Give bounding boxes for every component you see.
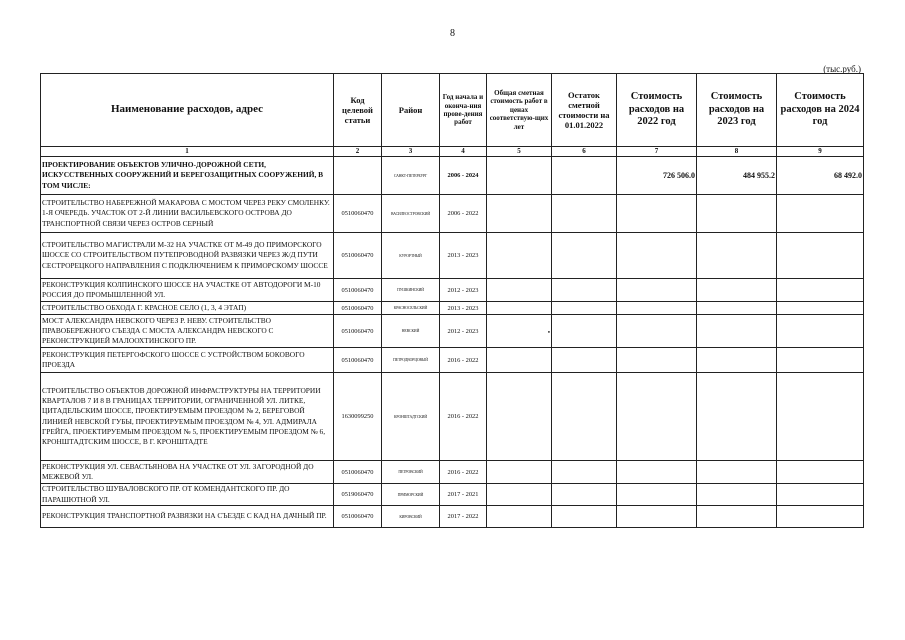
table-row	[41, 279, 864, 302]
row-cost-2023: 484 955.2	[697, 157, 777, 195]
unit-note: (тыс.руб.)	[823, 64, 861, 74]
row-cost-2022	[617, 279, 697, 302]
column-number: 7	[617, 147, 697, 157]
row-years: 2013 - 2023	[440, 233, 487, 279]
header-cost-2022: Стоимость расходов на 2022 год	[617, 74, 697, 147]
row-cost-2022	[617, 315, 697, 348]
stray-mark: •	[547, 329, 550, 336]
row-district: КУРОРТНЫЙ	[382, 233, 440, 279]
row-remaining-cost	[552, 157, 617, 195]
row-name: ПРОЕКТИРОВАНИЕ ОБЪЕКТОВ УЛИЧНО-ДОРОЖНОЙ СЕТИ, ИСКУССТВЕННЫХ СООРУЖЕНИЙ И БЕРЕГОЗАЩИТНЫХ СООРУЖЕНИЙ, В ТОМ ЧИСЛЕ:	[41, 157, 334, 195]
table-row	[41, 484, 864, 506]
column-number: 9	[777, 147, 864, 157]
row-code	[334, 157, 382, 195]
row-remaining-cost	[552, 302, 617, 315]
row-cost-2024	[777, 373, 864, 461]
row-remaining-cost	[552, 195, 617, 233]
row-cost-2024	[777, 195, 864, 233]
table-row	[41, 373, 864, 461]
column-number: 3	[382, 147, 440, 157]
row-name: СТРОИТЕЛЬСТВО НАБЕРЕЖНОЙ МАКАРОВА С МОСТОМ ЧЕРЕЗ РЕКУ СМОЛЕНКУ. 1-Я ОЧЕРЕДЬ. УЧАСТОК ОТ 2-Й ЛИНИИ ВАСИЛЬЕВСКОГО ОСТРОВА ДО ТРАНСПОРТНОЙ СВЯЗИ ЧЕРЕЗ ОСТРОВ СЕРНЫЙ	[41, 195, 334, 233]
row-name: РЕКОНСТРУКЦИЯ ПЕТЕРГОФСКОГО ШОССЕ С УСТРОЙСТВОМ БОКОВОГО ПРОЕЗДА	[41, 348, 334, 373]
table-row	[41, 348, 864, 373]
row-years: 2016 - 2022	[440, 461, 487, 484]
page-number: 8	[450, 28, 455, 39]
header-cost-2023: Стоимость расходов на 2023 год	[697, 74, 777, 147]
row-total-cost	[487, 302, 552, 315]
row-code: 0510060470	[334, 279, 382, 302]
row-cost-2022	[617, 506, 697, 528]
table-row	[41, 315, 864, 348]
row-cost-2023	[697, 461, 777, 484]
row-cost-2023	[697, 279, 777, 302]
budget-table	[40, 73, 864, 528]
row-cost-2022: 726 506.0	[617, 157, 697, 195]
row-years: 2013 - 2023	[440, 302, 487, 315]
header-district: Район	[382, 74, 440, 147]
row-remaining-cost	[552, 348, 617, 373]
column-number: 5	[487, 147, 552, 157]
row-name: СТРОИТЕЛЬСТВО ОБЪЕКТОВ ДОРОЖНОЙ ИНФРАСТРУКТУРЫ НА ТЕРРИТОРИИ КВАРТАЛОВ 7 И 8 В ГРАНИЦАХ ТЕРРИТОРИИ, ОГРАНИЧЕННОЙ УЛ. ЛИТКЕ, ЦИТАДЕЛЬСКИМ ШОССЕ, ПРОЕКТИРУЕМЫМ ПРОЕЗДОМ № 2, БЕРЕГОВОЙ ЛИНИЕЙ НЕВСКОЙ ГУБЫ, ПРОЕКТИРУЕМЫМ ПРОЕЗДОМ № 4, УЛ. АДМИРАЛА ГРЕЙГА, ПРОЕКТИРУЕМЫМ ПРОЕЗДОМ № 5, ПРОЕКТИРУЕМЫМ ПРОЕЗДОМ № 6, КРОНШТАДТСКИМ ШОССЕ, В Г. КРОНШТАДТЕ	[41, 373, 334, 461]
row-remaining-cost	[552, 484, 617, 506]
row-cost-2024	[777, 484, 864, 506]
header-cost-2024: Стоимость расходов на 2024 год	[777, 74, 864, 147]
row-cost-2022	[617, 348, 697, 373]
table-row	[41, 233, 864, 279]
row-cost-2022	[617, 195, 697, 233]
row-remaining-cost	[552, 315, 617, 348]
row-code: 0510060470	[334, 195, 382, 233]
row-district: САНКТ-ПЕТЕРБУРГ	[382, 157, 440, 195]
row-cost-2023	[697, 195, 777, 233]
row-code: 0510060470	[334, 233, 382, 279]
row-total-cost	[487, 484, 552, 506]
row-total-cost	[487, 195, 552, 233]
row-district: ПРИМОРСКИЙ	[382, 484, 440, 506]
header-years: Год начала и оконча-ния прове-дения работ	[440, 74, 487, 147]
table-row-summary	[41, 157, 864, 195]
row-total-cost	[487, 315, 552, 348]
row-code: 1630099250	[334, 373, 382, 461]
row-cost-2024	[777, 302, 864, 315]
row-total-cost	[487, 506, 552, 528]
row-district: КИРОВСКИЙ	[382, 506, 440, 528]
row-cost-2023	[697, 484, 777, 506]
header-remaining-cost: Остаток сметной стоимости на 01.01.2022	[552, 74, 617, 147]
row-cost-2024	[777, 506, 864, 528]
row-cost-2023	[697, 302, 777, 315]
row-district: ПУШКИНСКИЙ	[382, 279, 440, 302]
row-years: 2012 - 2023	[440, 315, 487, 348]
row-total-cost	[487, 233, 552, 279]
row-total-cost	[487, 279, 552, 302]
table-row	[41, 461, 864, 484]
row-code: 0510060470	[334, 302, 382, 315]
row-code: 0519060470	[334, 484, 382, 506]
row-cost-2024	[777, 461, 864, 484]
row-cost-2022	[617, 233, 697, 279]
row-name: СТРОИТЕЛЬСТВО МАГИСТРАЛИ М-32 НА УЧАСТКЕ ОТ М-49 ДО ПРИМОРСКОГО ШОССЕ СО СТРОИТЕЛЬСТВОМ ПУТЕПРОВОДНОЙ РАЗВЯЗКИ ЧЕРЕЗ Ж/Д ПУТИ СЕСТРОРЕЦКОГО НАПРАВЛЕНИЯ С ПОДКЛЮЧЕНИЕМ К ПРИМОРСКОМУ ШОССЕ	[41, 233, 334, 279]
header-total-cost: Общая сметная стоимость работ в ценах соответствую-щих лет	[487, 74, 552, 147]
row-district: ПЕТРОДВОРЦОВЫЙ	[382, 348, 440, 373]
row-cost-2023	[697, 233, 777, 279]
row-cost-2024	[777, 315, 864, 348]
column-number: 8	[697, 147, 777, 157]
row-cost-2023	[697, 373, 777, 461]
row-years: 2016 - 2022	[440, 348, 487, 373]
header-row	[41, 74, 864, 147]
column-number-row	[41, 147, 864, 157]
row-years: 2017 - 2021	[440, 484, 487, 506]
row-code: 0510060470	[334, 348, 382, 373]
header-name: Наименование расходов, адрес	[41, 74, 334, 147]
row-cost-2023	[697, 348, 777, 373]
column-number: 2	[334, 147, 382, 157]
row-remaining-cost	[552, 373, 617, 461]
row-cost-2022	[617, 461, 697, 484]
row-remaining-cost	[552, 461, 617, 484]
row-total-cost	[487, 461, 552, 484]
row-cost-2024	[777, 279, 864, 302]
row-remaining-cost	[552, 506, 617, 528]
row-code: 0510060470	[334, 461, 382, 484]
row-cost-2022	[617, 302, 697, 315]
row-cost-2024: 68 492.0	[777, 157, 864, 195]
row-years: 2012 - 2023	[440, 279, 487, 302]
row-district: КРАСНОСЕЛЬСКИЙ	[382, 302, 440, 315]
row-district: НЕВСКИЙ	[382, 315, 440, 348]
column-number: 6	[552, 147, 617, 157]
row-cost-2024	[777, 233, 864, 279]
row-district: ВАСИЛЕОСТРОВСКИЙ	[382, 195, 440, 233]
row-cost-2023	[697, 506, 777, 528]
row-remaining-cost	[552, 279, 617, 302]
row-total-cost	[487, 348, 552, 373]
row-cost-2024	[777, 348, 864, 373]
row-years: 2016 - 2022	[440, 373, 487, 461]
row-district: ПЕТРОВСКИЙ	[382, 461, 440, 484]
table-row	[41, 506, 864, 528]
column-number: 1	[41, 147, 334, 157]
row-name: РЕКОНСТРУКЦИЯ КОЛПИНСКОГО ШОССЕ НА УЧАСТКЕ ОТ АВТОДОРОГИ М-10 РОССИЯ ДО ПРОМЫШЛЕННОЙ УЛ.	[41, 279, 334, 302]
row-name: СТРОИТЕЛЬСТВО ОБХОДА Г. КРАСНОЕ СЕЛО (1, 3, 4 ЭТАП)	[41, 302, 334, 315]
row-cost-2023	[697, 315, 777, 348]
row-remaining-cost	[552, 233, 617, 279]
row-code: 0510060470	[334, 315, 382, 348]
row-cost-2022	[617, 373, 697, 461]
row-district: КРОНШТАДТСКИЙ	[382, 373, 440, 461]
row-years: 2006 - 2024	[440, 157, 487, 195]
row-cost-2022	[617, 484, 697, 506]
row-name: СТРОИТЕЛЬСТВО ШУВАЛОВСКОГО ПР. ОТ КОМЕНДАНТСКОГО ПР. ДО ПАРАШЮТНОЙ УЛ.	[41, 484, 334, 506]
row-years: 2017 - 2022	[440, 506, 487, 528]
row-name: РЕКОНСТРУКЦИЯ УЛ. СЕВАСТЬЯНОВА НА УЧАСТКЕ ОТ УЛ. ЗАГОРОДНОЙ ДО МЕЖЕВОЙ УЛ.	[41, 461, 334, 484]
row-name: РЕКОНСТРУКЦИЯ ТРАНСПОРТНОЙ РАЗВЯЗКИ НА СЪЕЗДЕ С КАД НА ДАЧНЫЙ ПР.	[41, 506, 334, 528]
row-code: 0510060470	[334, 506, 382, 528]
header-code: Код целевой статьи	[334, 74, 382, 147]
row-name: МОСТ АЛЕКСАНДРА НЕВСКОГО ЧЕРЕЗ Р. НЕВУ. СТРОИТЕЛЬСТВО ПРАВОБЕРЕЖНОГО СЪЕЗДА С МОСТА АЛЕКСАНДРА НЕВСКОГО С РЕКОНСТРУКЦИЕЙ МАЛООХТИНСКОГО ПР.	[41, 315, 334, 348]
row-years: 2006 - 2022	[440, 195, 487, 233]
table-row	[41, 195, 864, 233]
row-total-cost	[487, 157, 552, 195]
row-total-cost	[487, 373, 552, 461]
table-row	[41, 302, 864, 315]
column-number: 4	[440, 147, 487, 157]
